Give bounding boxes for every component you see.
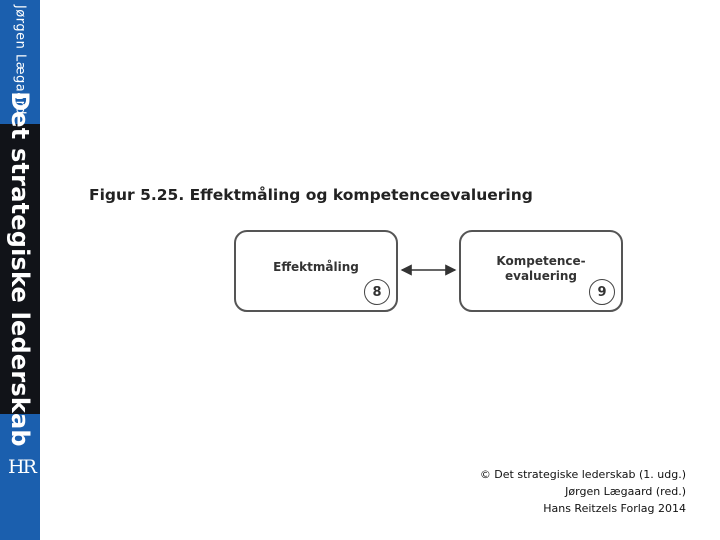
book-spine <box>0 0 40 540</box>
figure-title: Figur 5.25. Effektmåling og kompetenceevaluering <box>89 186 533 204</box>
copyright-notice <box>480 466 686 517</box>
spine-title: Det strategiske lederskab <box>6 91 34 447</box>
box-label-line: evaluering <box>504 269 578 283</box>
effektmaling-box <box>234 230 398 312</box>
double-arrow-connector <box>398 262 459 278</box>
box-label-line: Kompetence- <box>496 254 586 268</box>
spine-title-band <box>0 91 40 447</box>
copyright-line: © Det strategiske lederskab (1. udg.) <box>479 468 686 481</box>
box-label-line: Effektmåling <box>273 260 359 274</box>
box-label <box>236 260 396 275</box>
box-number-badge: 9 <box>589 279 615 305</box>
box-number-badge: 8 <box>364 279 390 305</box>
kompetenceevaluering-box <box>459 230 623 312</box>
publisher-logo: HR <box>8 456 35 478</box>
copyright-line: Hans Reitzels Forlag 2014 <box>543 502 686 515</box>
spine-author: Jørgen Lægaard <box>12 4 28 116</box>
copyright-line: Jørgen Lægaard (red.) <box>565 485 686 498</box>
